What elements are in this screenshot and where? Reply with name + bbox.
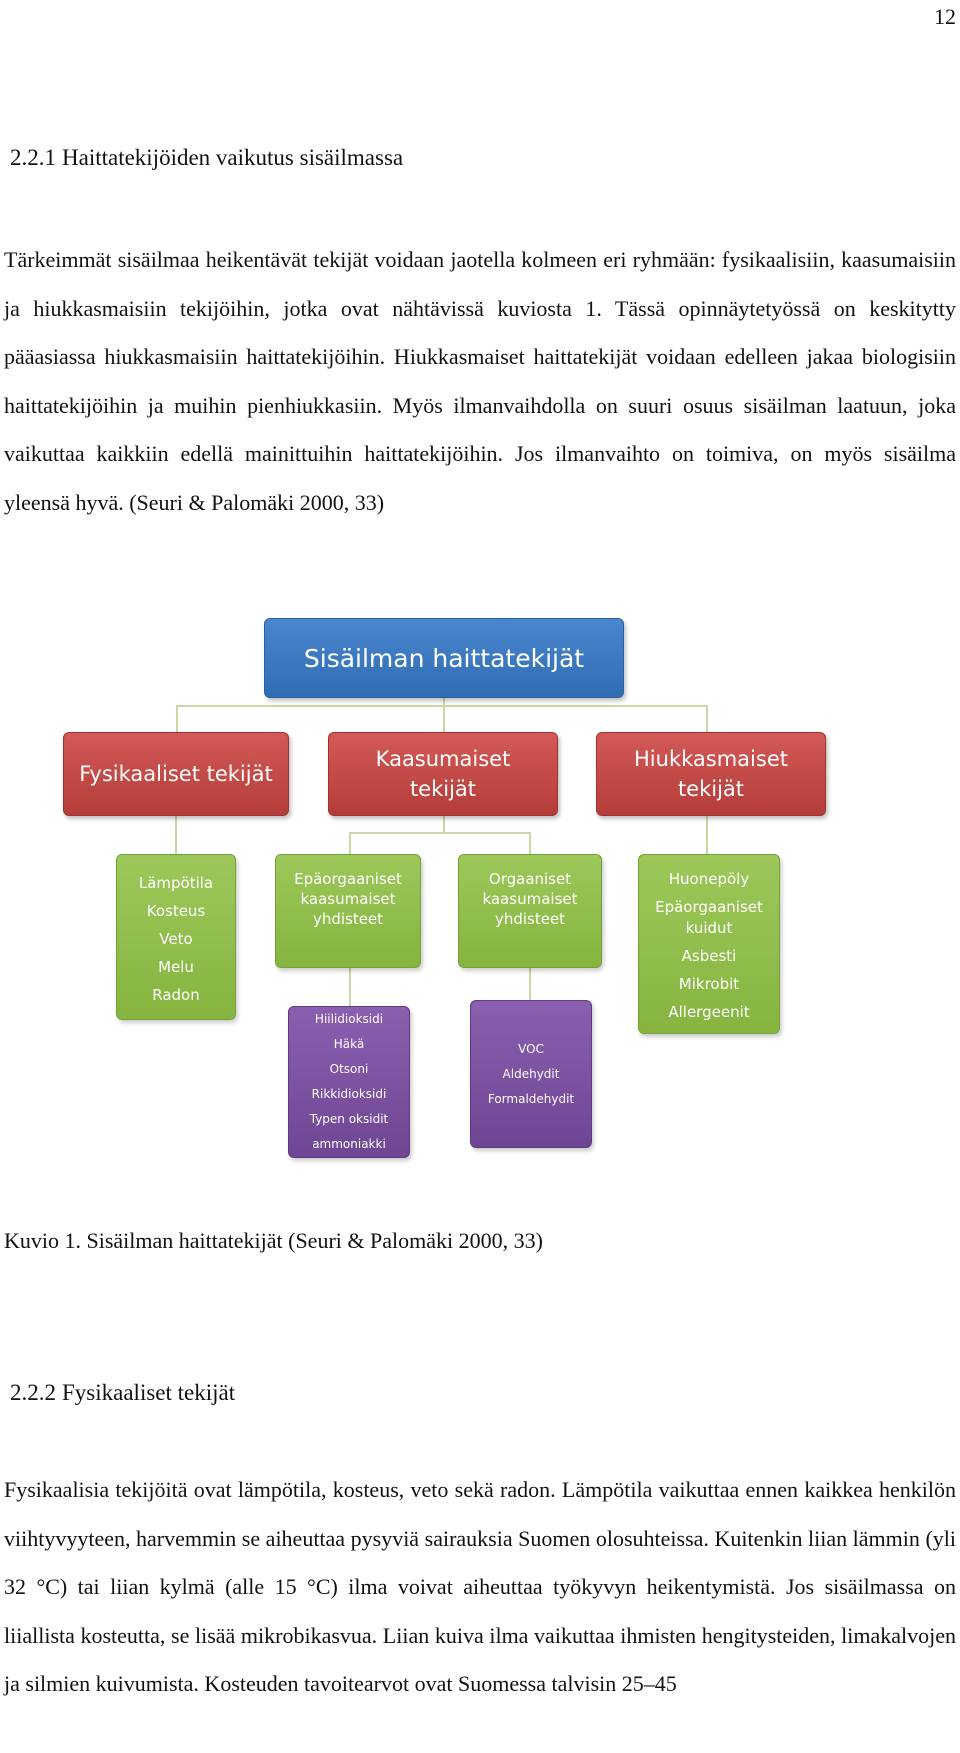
box-label: kaasumaiset xyxy=(300,890,396,908)
list-item: Lämpötila xyxy=(138,874,214,892)
category-label: Kaasumaiset xyxy=(375,747,511,771)
epaorgaaniset-items-box xyxy=(288,1006,410,1158)
category-label: Fysikaaliset tekijät xyxy=(79,762,273,786)
list-item: Epäorgaaniset xyxy=(655,898,763,916)
list-item: Rikkidioksidi xyxy=(311,1087,387,1101)
connector-line xyxy=(706,816,708,854)
category-label: Hiukkasmaiset xyxy=(634,747,788,771)
list-item: Asbesti xyxy=(681,947,737,965)
list-item: Typen oksidit xyxy=(309,1112,389,1126)
box-label: kaasumaiset xyxy=(482,890,578,908)
list-item: Hiilidioksidi xyxy=(314,1012,384,1026)
box-label: yhdisteet xyxy=(312,910,384,928)
category-label: tekijät xyxy=(677,777,745,801)
list-item: Kosteus xyxy=(146,902,206,920)
section-title: Fysikaaliset tekijät xyxy=(62,1380,236,1405)
connector-line xyxy=(175,816,177,854)
orgaaniset-box xyxy=(458,854,602,968)
list-item: Veto xyxy=(159,930,193,948)
category-box-kaasumaiset xyxy=(328,732,558,816)
epaorgaaniset-box xyxy=(275,854,421,968)
list-item: Melu xyxy=(158,958,194,976)
list-item: Huonepöly xyxy=(668,870,750,888)
list-item: Mikrobit xyxy=(678,975,740,993)
connector-line xyxy=(349,968,351,1006)
box-label: Epäorgaaniset xyxy=(294,870,402,888)
diagram-root-box xyxy=(264,618,624,698)
section-heading-2-2-1 xyxy=(10,145,403,171)
list-item: kuidut xyxy=(685,919,733,937)
list-item: Aldehydit xyxy=(502,1066,560,1081)
list-item: VOC xyxy=(518,1041,544,1056)
orgaaniset-items-box xyxy=(470,1000,592,1148)
paragraph-intro: Tärkeimmät sisäilmaa heikentävät tekijät voidaan jaotella kolmeen eri ryhmään: fysikaalisiin, kaasumaisiin ja hiukkasmaisiin tekijöihin, jotka ovat nähtävissä kuviosta 1. Tässä opinnäytetyössä on keskitytty pääasiassa hiukkasmaisiin haittatekijöihin. Hiukkasmaiset haittatekijät voidaan edelleen jakaa biologisiin haittatekijöihin ja muihin pienhiukkasiin. Myös ilmanvaihdolla on suuri osuus sisäilman laatuun, joka vaikuttaa kaikkiin edellä mainittuihin haittatekijöihin. Jos ilmanvaihto on toimiva, on myös sisäilma yleensä hyvä. (Seuri & Palomäki 2000, 33) xyxy=(4,247,956,515)
fysikaaliset-items-box xyxy=(116,854,236,1020)
hiukkasmaiset-items-box xyxy=(638,854,780,1034)
list-item: Häkä xyxy=(333,1037,365,1051)
indoor-air-factors-diagram xyxy=(0,600,960,1160)
category-label: tekijät xyxy=(409,777,477,801)
connector-line xyxy=(176,705,178,732)
category-box-hiukkasmaiset xyxy=(596,732,826,816)
section-title: Haittatekijöiden vaikutus sisäilmassa xyxy=(62,145,404,170)
section-heading-2-2-2 xyxy=(10,1380,235,1406)
figure-caption: Kuvio 1. Sisäilman haittatekijät (Seuri & Palomäki 2000, 33) xyxy=(4,1228,543,1253)
paragraph-physical-factors: Fysikaalisia tekijöitä ovat lämpötila, kosteus, veto sekä radon. Lämpötila vaikuttaa ennen kaikkea henkilön viihtyvyyteen, harvemmin se aiheuttaa pysyviä sairauksia Suomen olosuhteissa. Kuitenkin liian lämmin (yli 32 °C) tai liian kylmä (alle 15 °C) ilma voivat aiheuttaa työkyvyn heikentymistä. Jos sisäilmassa on liiallista kosteutta, se lisää mikrobikasvua. Liian kuiva ilma vaikuttaa ihmisten hengitysteiden, limakalvojen ja silmien kuivumista. Kosteuden tavoitearvot ovat Suomessa talvisin 25–45 xyxy=(4,1477,956,1697)
connector-line xyxy=(349,832,530,834)
connector-line xyxy=(349,832,351,854)
category-box-fysikaaliset xyxy=(63,732,289,816)
connector-line xyxy=(529,832,531,854)
connector-line xyxy=(529,968,531,1000)
list-item: Allergeenit xyxy=(668,1003,750,1021)
connector-line xyxy=(706,705,708,732)
section-number: 2.2.1 xyxy=(10,145,56,170)
root-label: Sisäilman haittatekijät xyxy=(303,643,585,673)
list-item: Otsoni xyxy=(329,1062,369,1076)
list-item: Radon xyxy=(152,986,200,1004)
list-item: Formaldehydit xyxy=(487,1091,575,1106)
connector-line xyxy=(176,705,708,707)
section-number: 2.2.2 xyxy=(10,1380,56,1405)
box-label: Orgaaniset xyxy=(488,870,572,888)
page-number: 12 xyxy=(934,4,956,29)
box-label: yhdisteet xyxy=(494,910,566,928)
list-item: ammoniakki xyxy=(312,1137,386,1151)
